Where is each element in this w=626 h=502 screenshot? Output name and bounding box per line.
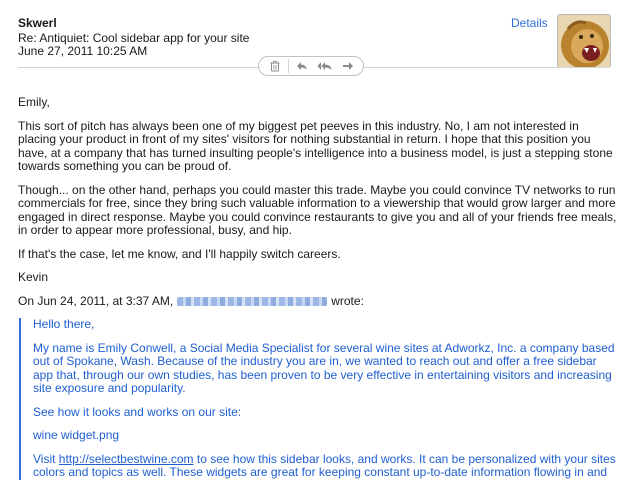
message-header xyxy=(0,0,626,80)
forward-button[interactable] xyxy=(338,58,358,74)
message-subject: Re: Antiquiet: Cool sidebar app for your site xyxy=(18,31,250,45)
message-toolbar xyxy=(258,56,364,76)
lion-avatar-icon xyxy=(558,15,610,67)
quote-intro xyxy=(18,295,618,309)
sender-name: Skwerl xyxy=(18,16,57,30)
quote-paragraph: My name is Emily Conwell, a Social Media Specialist for several wine sites at Adworkz, Inc. a company based out of Spokane, Wash. Because of the industry you are in, we wanted to reach out and offer a free sidebar app that, through our own studies, has been proven to be very effective in entertaining visitors and increasing site exposure and popularity. xyxy=(33,340,615,395)
quote-paragraph: See how it looks and works on our site: xyxy=(33,404,242,419)
sender-avatar xyxy=(557,14,611,68)
signoff: Kevin xyxy=(18,270,49,284)
quote-intro-text: On Jun 24, 2011, at 3:37 AM, xyxy=(18,293,174,308)
visit-prefix: Visit xyxy=(33,451,56,466)
quote-paragraph xyxy=(33,453,618,480)
attachment-name: wine widget.png xyxy=(33,428,120,442)
reply-all-icon xyxy=(317,61,333,71)
visit-suffix: to see how this sidebar looks, and works. It can be personalized with your sites colors and topics as well. These widgets are great for keeping constant up-to-date information flowing in and xyxy=(33,451,616,479)
message-body xyxy=(18,96,618,490)
toolbar-separator xyxy=(288,59,289,73)
website-link[interactable]: http://selectbestwine.com xyxy=(58,451,194,466)
body-paragraph: If that's the case, let me know, and I'll happily switch careers. xyxy=(18,246,341,261)
delete-button[interactable] xyxy=(265,58,285,74)
body-paragraph: Though... on the other hand, perhaps you could master this trade. Maybe you could convince TV networks to run commercials for free, since they bring such valuable information to a viewership that would grow larger and more engaged in direct response. Maybe you could convince restaurants to give you and all of your friends free meals, in order to appear more professional, busy, and hip. xyxy=(18,182,617,237)
reply-all-button[interactable] xyxy=(315,58,335,74)
quote-intro-wrote: wrote: xyxy=(331,293,364,308)
quote-greeting: Hello there, xyxy=(33,317,95,331)
forward-icon xyxy=(342,61,354,71)
trash-icon xyxy=(269,60,281,72)
message-date: June 27, 2011 10:25 AM xyxy=(18,44,148,58)
quoted-message xyxy=(19,318,618,480)
greeting: Emily, xyxy=(18,95,50,109)
body-paragraph: This sort of pitch has always been one of my biggest pet peeves in this industry. No, I am not interested in placing your product in front of my sites' visitors for nothing substantial in return. I hope that this position you have, at a company that has turned insulting people's intelligence into a business model, is just a stepping stone towards something you can be proud of. xyxy=(18,118,613,173)
details-link[interactable]: Details xyxy=(511,16,548,30)
redacted-email xyxy=(177,297,327,306)
reply-icon xyxy=(296,61,308,71)
reply-button[interactable] xyxy=(292,58,312,74)
